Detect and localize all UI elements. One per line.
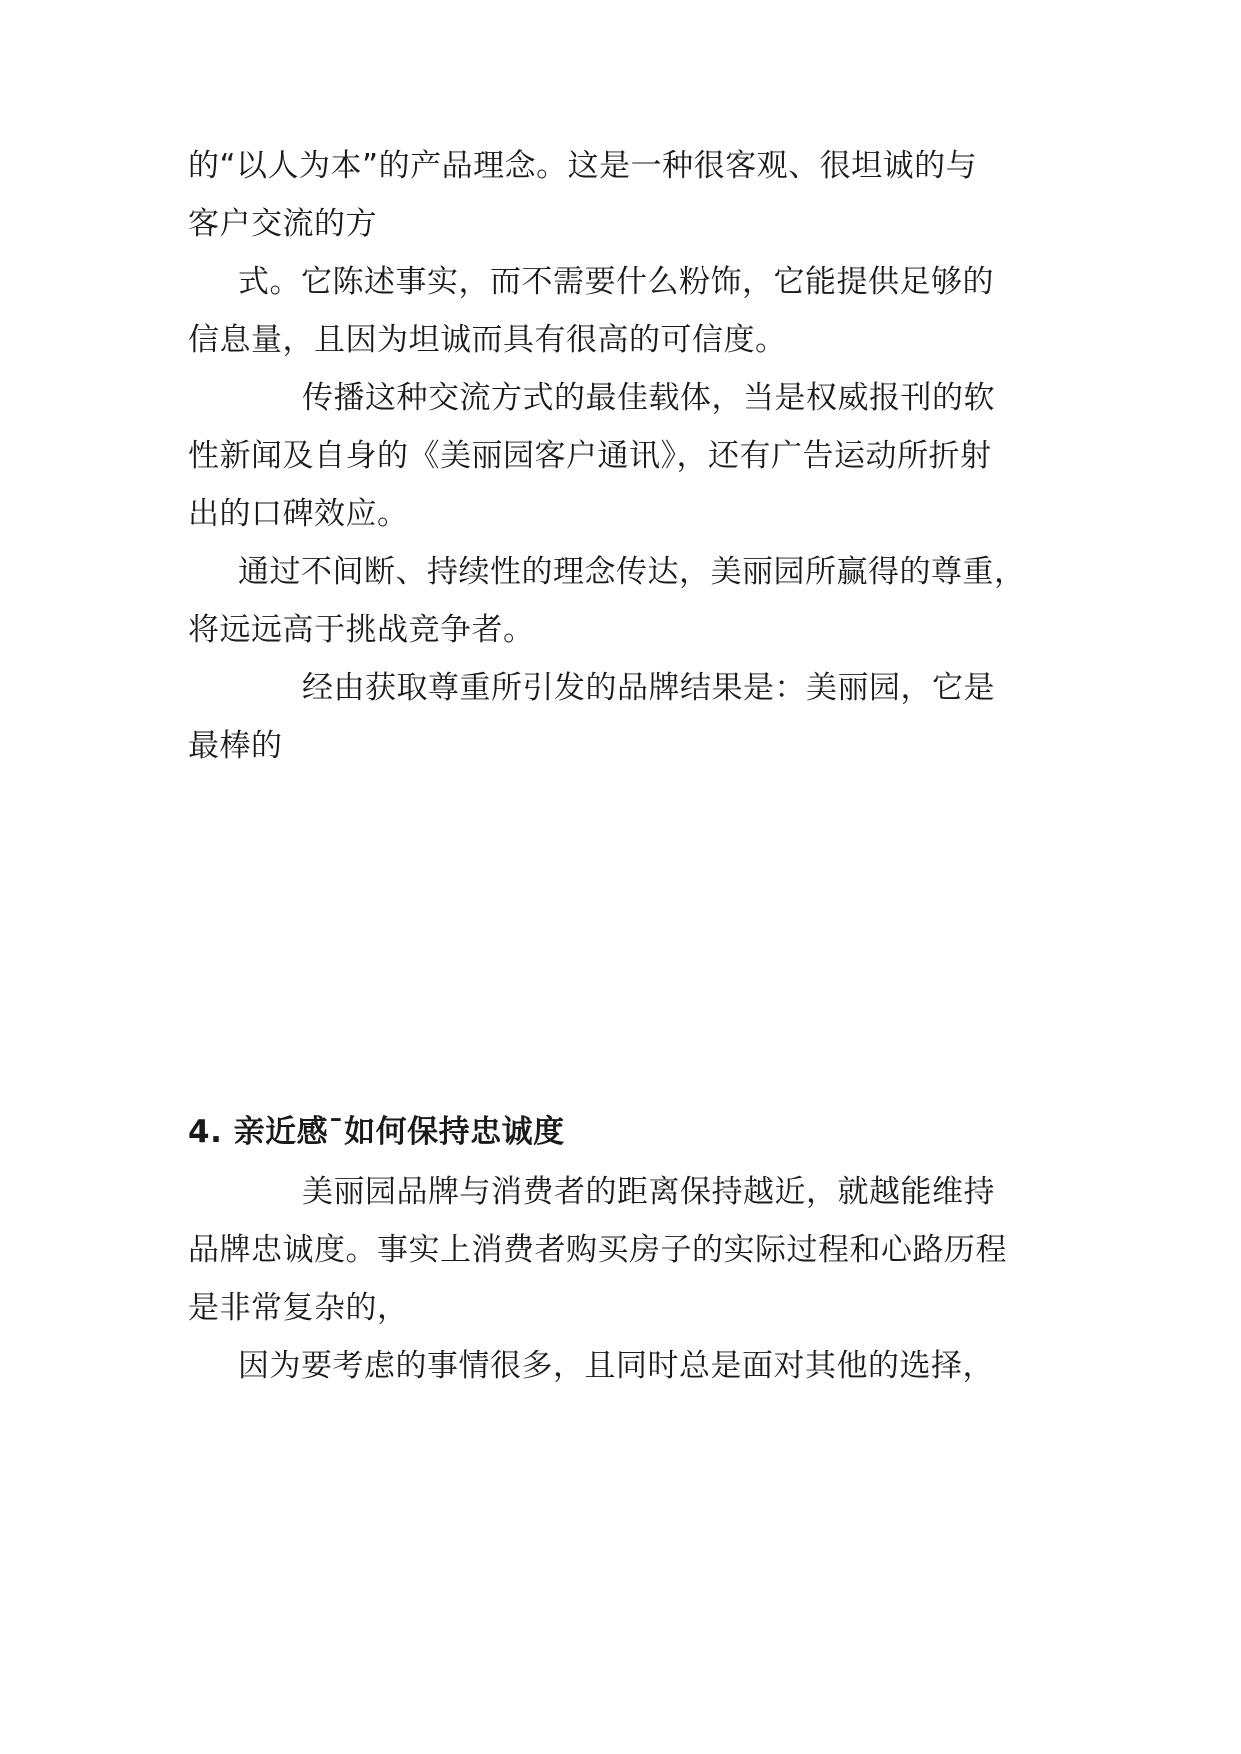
paragraph-line: 信息量，且因为坦诚而具有很高的可信度。 — [188, 322, 787, 358]
paragraph-line: 因为要考虑的事情很多，且同时总是面对其他的选择， — [238, 1348, 994, 1384]
paragraph-line: 通过不间断、持续性的理念传达，美丽园所赢得的尊重， — [238, 554, 1026, 590]
paragraph-line: 品牌忠诚度。事实上消费者购买房子的实际过程和心路历程 — [188, 1232, 1007, 1268]
paragraph-line: 最棒的 — [188, 728, 283, 764]
paragraph-line: 将远远高于挑战竞争者。 — [188, 612, 535, 648]
paragraph-line: 传播这种交流方式的最佳载体，当是权威报刊的软 — [302, 380, 995, 416]
section-heading: 4. 亲近感¯如何保持忠诚度 — [188, 1114, 565, 1150]
paragraph-line: 式。它陈述事实，而不需要什么粉饰，它能提供足够的 — [238, 264, 994, 300]
paragraph-line: 是非常复杂的， — [188, 1290, 409, 1326]
paragraph-line: 美丽园品牌与消费者的距离保持越近，就越能维持 — [302, 1174, 995, 1210]
paragraph-line: 经由获取尊重所引发的品牌结果是：美丽园，它是 — [302, 670, 995, 706]
paragraph-line: 客户交流的方 — [188, 206, 377, 242]
paragraph-line: 性新闻及自身的《美丽园客户通讯》，还有广告运动所折射 — [188, 438, 992, 474]
paragraph-line: 出的口碑效应。 — [188, 496, 409, 532]
paragraph-line: 的“以人为本”的产品理念。这是一种很客观、很坦诚的与 — [188, 148, 978, 184]
